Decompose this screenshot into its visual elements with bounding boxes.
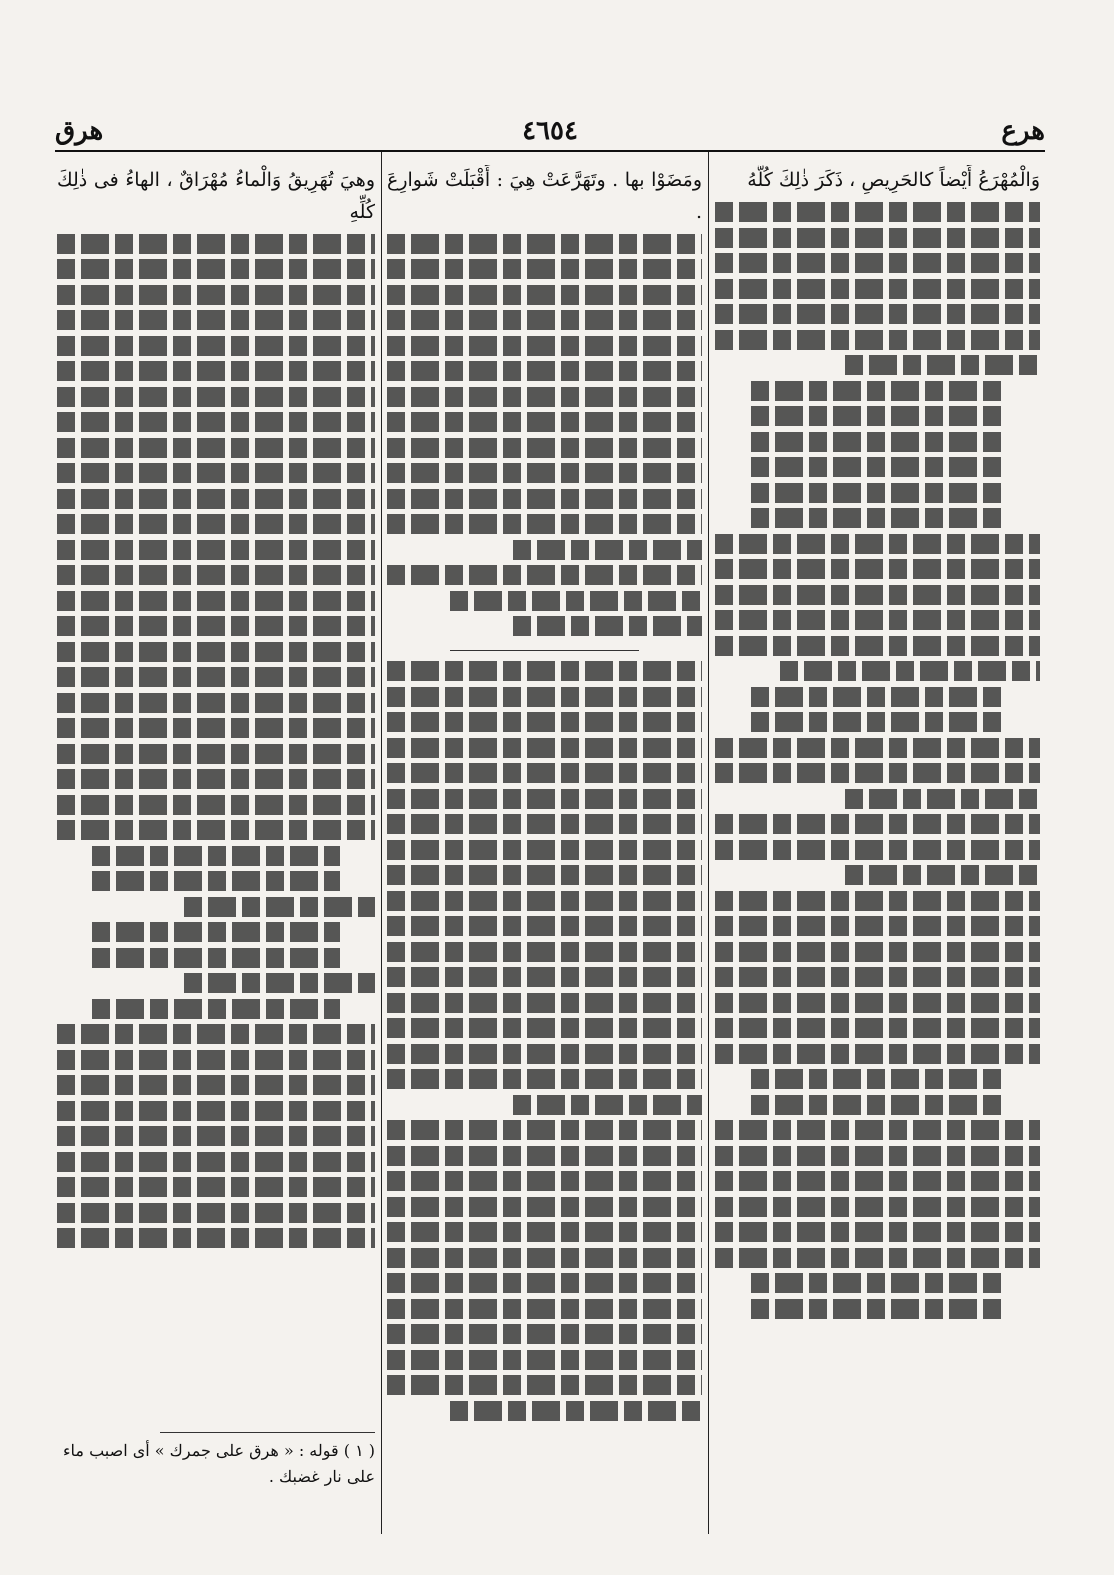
header-entry-left: هرق	[55, 116, 104, 146]
text-lines	[387, 661, 702, 1421]
column-first-line: وهيَ تُهَرِيقُ وَالْماءُ مُهْرَاقٌ ، الهاءُ فى ذٰلِكَ كُلِّهِ	[57, 169, 375, 223]
column-middle	[387, 165, 702, 1525]
page-number: ٤٦٥٤	[522, 116, 578, 146]
column-first-line: وَالْمُهْرَعُ أَيْضاً كالحَرِيصِ ، ذَكَرَ ذٰلِكَ كُلَّهُ	[747, 169, 1040, 191]
footnote-rule	[160, 1432, 375, 1433]
text-lines	[715, 202, 1040, 1319]
footnote: ( ١ ) قوله : « هرق على جمرك » أى اصبب ماء على نار غضبك .	[63, 1441, 375, 1486]
column-first-line: ومَضَوْا بها . وتَهَرَّعَتْ هِيَ : أَقْبَلَتْ شَوارِعَ .	[387, 169, 702, 223]
text-lines	[387, 234, 702, 637]
column-left	[57, 165, 375, 1525]
text-lines	[57, 234, 375, 1249]
section-divider	[450, 650, 639, 651]
page-header	[55, 112, 1045, 152]
column-divider	[381, 152, 382, 1534]
column-right	[715, 165, 1040, 1525]
header-entry-right: هرع	[1001, 116, 1045, 146]
header-rule	[55, 150, 1045, 152]
column-divider	[708, 152, 709, 1534]
